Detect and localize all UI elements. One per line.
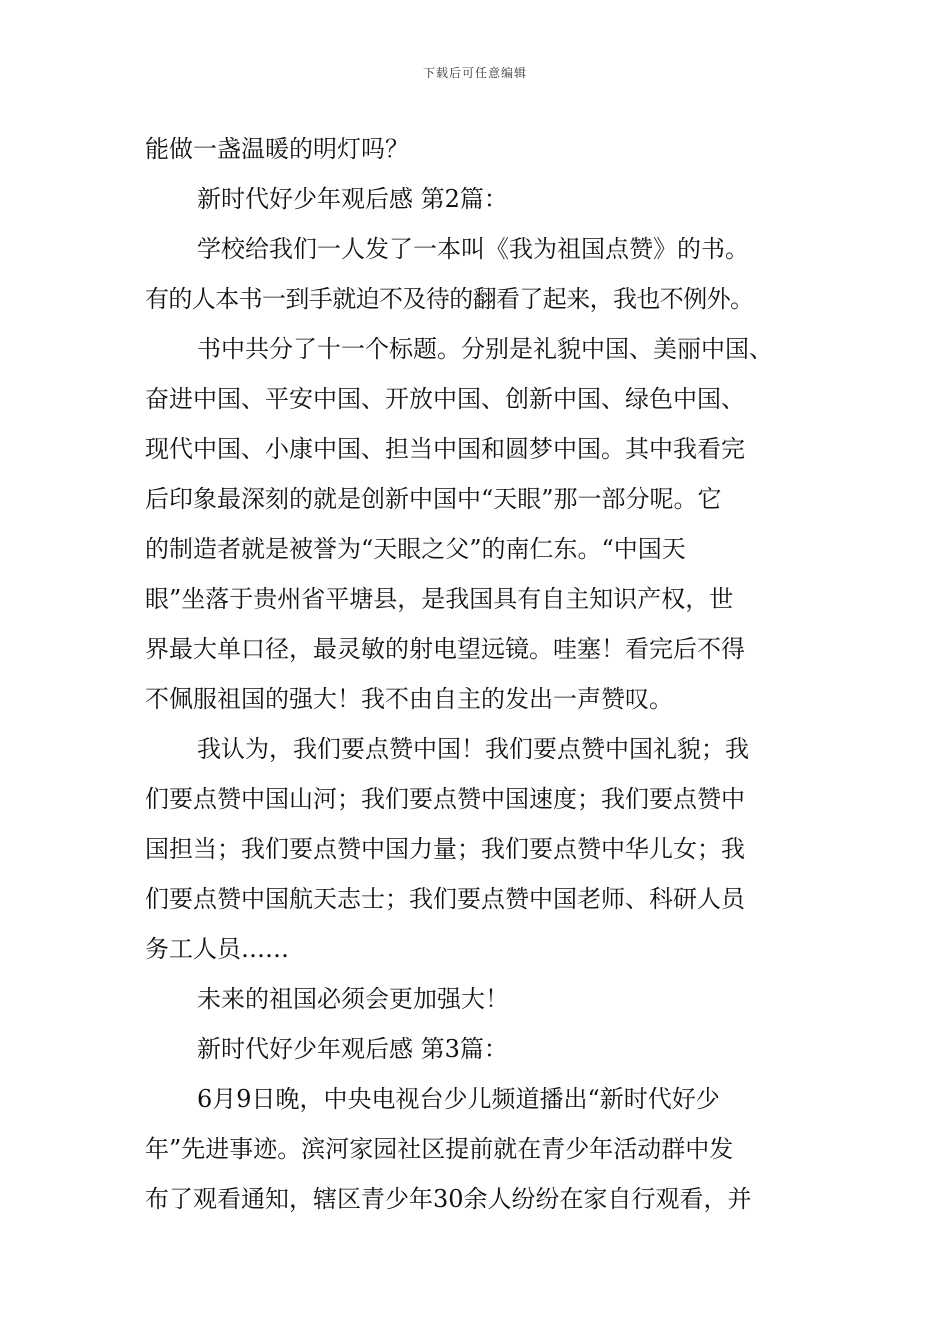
paragraph-line: 布了观看通知，辖区青少年30余人纷纷在家自行观看，并 (145, 1185, 752, 1213)
paragraph-line: 年”先进事迹。滨河家园社区提前就在青少年活动群中发 (145, 1135, 734, 1163)
paragraph-line: 奋进中国、平安中国、开放中国、创新中国、绿色中国、 (145, 385, 745, 413)
paragraph-line: 书中共分了十一个标题。分别是礼貌中国、美丽中国、 (197, 335, 773, 363)
paragraph-line: 能做一盏温暖的明灯吗？ (145, 135, 409, 163)
paragraph-line: 学校给我们一人发了一本叫《我为祖国点赞》的书。 (197, 235, 749, 263)
paragraph-line: 6月9日晚，中央电视台少儿频道播出“新时代好少 (197, 1085, 720, 1113)
paragraph-line: 的制造者就是被誉为“天眼之父”的南仁东。“中国天 (145, 535, 686, 563)
section-heading-2: 新时代好少年观后感 第2篇： (197, 185, 508, 213)
paragraph-line: 界最大单口径，最灵敏的射电望远镜。哇塞！看完后不得 (145, 635, 745, 663)
paragraph-line: 国担当；我们要点赞中国力量；我们要点赞中华儿女；我 (145, 835, 745, 863)
paragraph-line: 们要点赞中国航天志士；我们要点赞中国老师、科研人员 (145, 885, 745, 913)
section-heading-3: 新时代好少年观后感 第3篇： (197, 1035, 508, 1063)
paragraph-line: 现代中国、小康中国、担当中国和圆梦中国。其中我看完 (145, 435, 745, 463)
paragraph-line: 们要点赞中国山河；我们要点赞中国速度；我们要点赞中 (145, 785, 745, 813)
paragraph-line: 我认为，我们要点赞中国！我们要点赞中国礼貌；我 (197, 735, 749, 763)
page-header-note: 下载后可任意编辑 (422, 66, 527, 80)
paragraph-line: 未来的祖国必须会更加强大！ (197, 985, 509, 1013)
paragraph-line: 后印象最深刻的就是创新中国中“天眼”那一部分呢。它 (145, 485, 722, 513)
paragraph-line: 眼”坐落于贵州省平塘县，是我国具有自主知识产权，世 (145, 585, 734, 613)
document-body (145, 124, 810, 1224)
paragraph-line: 有的人本书一到手就迫不及待的翻看了起来，我也不例外。 (145, 285, 754, 313)
paragraph-line: 务工人员…… (145, 935, 289, 963)
paragraph-line: 不佩服祖国的强大！我不由自主的发出一声赞叹。 (145, 685, 673, 713)
